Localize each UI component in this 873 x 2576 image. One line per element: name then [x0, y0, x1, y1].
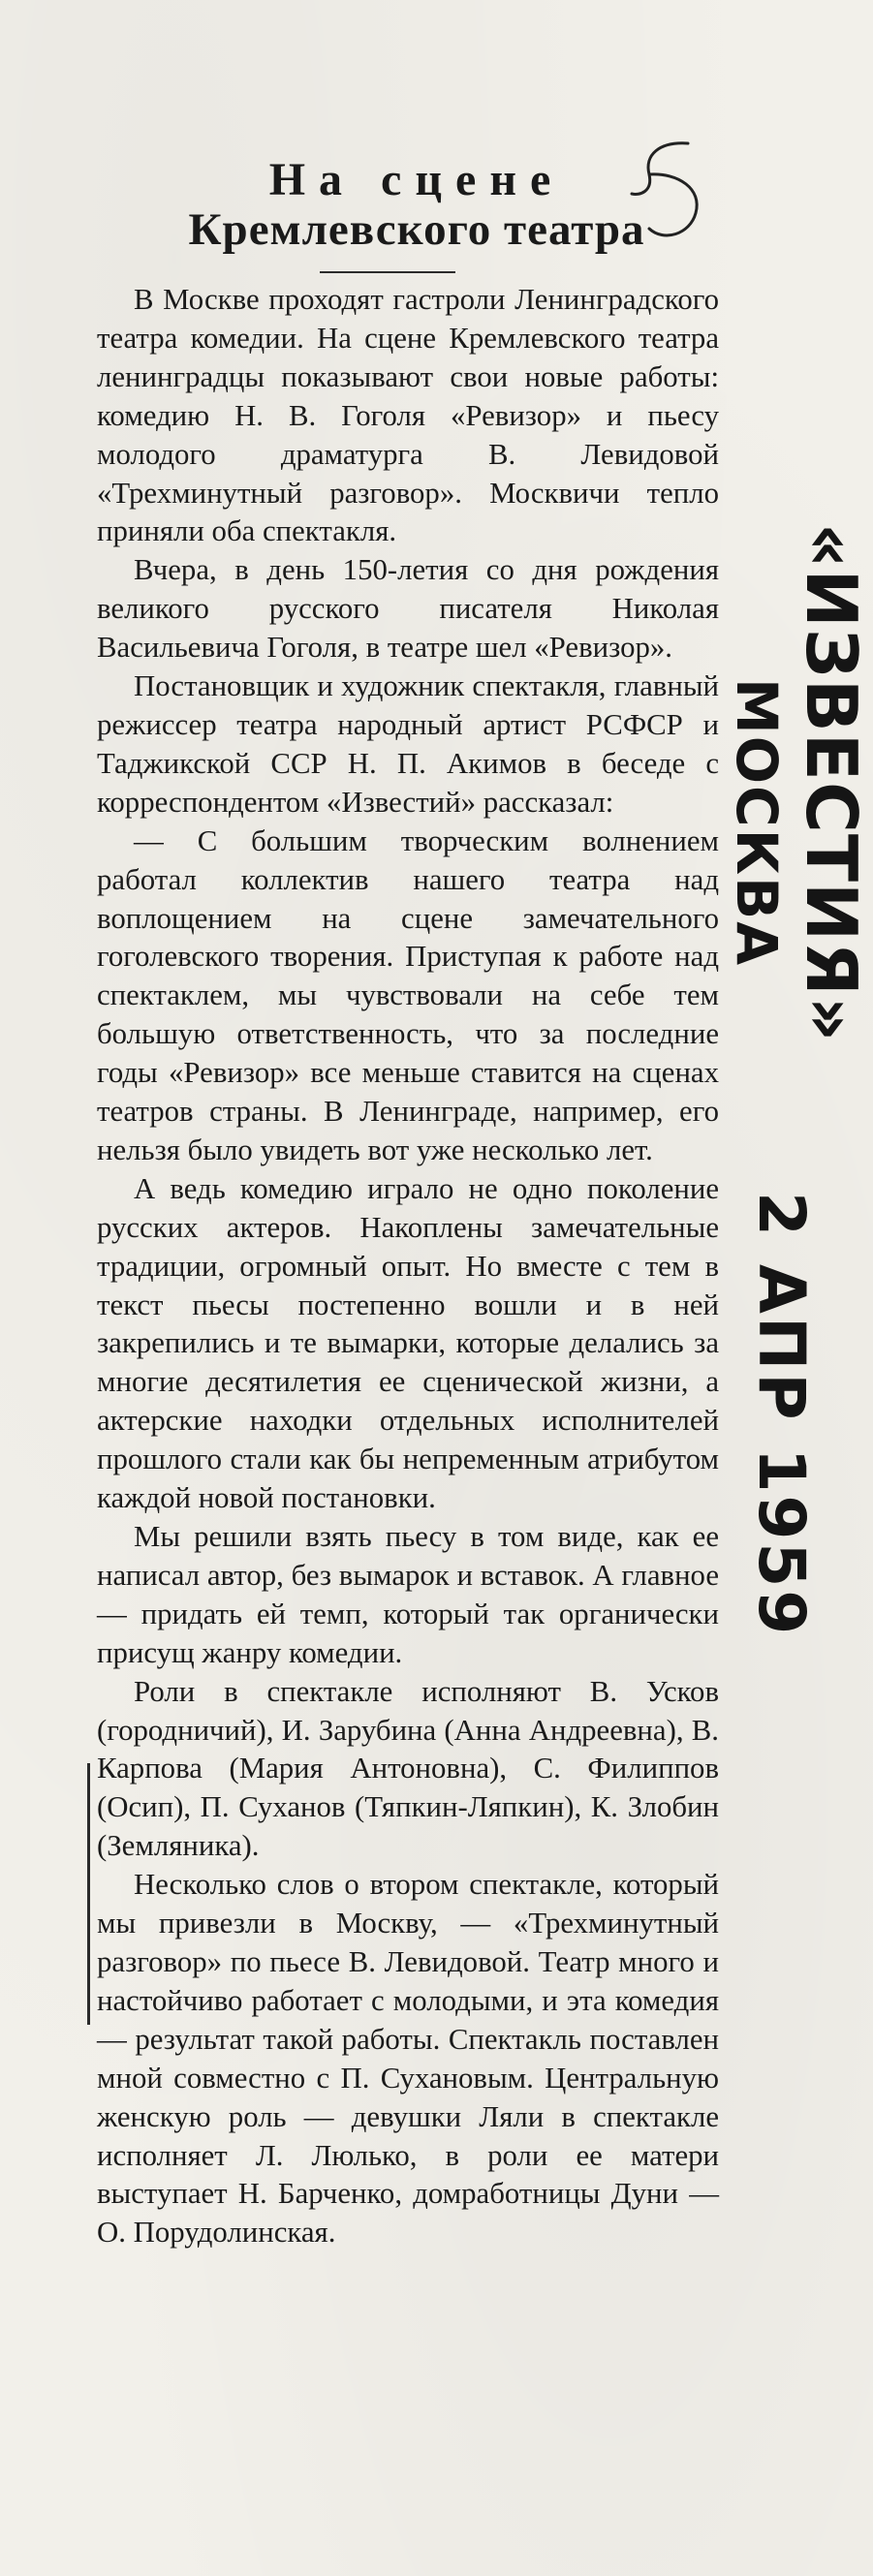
article-headline — [116, 155, 717, 255]
article-body — [97, 281, 719, 2252]
article-paragraph: — С большим творческим волнением работал коллектив нашего театра над воплощением на сцене замечательного гоголевского творения. Приступая к работе над спектаклем, мы чувствовали на себе тем большую ответственность, что за последние годы «Ревизор» все меньше ставится на сценах театров страны. В Ленинграде, например, его нельзя было увидеть вот уже несколько лет. — [97, 823, 719, 1166]
headline-divider — [320, 271, 455, 273]
margin-marker-line — [87, 1763, 90, 2025]
stamp-city: МОСКВА — [724, 678, 790, 968]
article-paragraph: А ведь комедию играло не одно поколение русских актеров. Накоплены замечательные традиции, огромный опыт. Но вместе с тем в текст пьесы постепенно вошли и в ней закрепились и те вымарки, которые делались за многие десятилетия ее сценической жизни, а актерские находки отдельных исполнителей прошлого стали как бы непременным атрибутом каждой новой постановки. — [97, 1171, 719, 1515]
article-paragraph: Мы решили взять пьесу в том виде, как ее написал автор, без вымарок и вставок. А главное — придать ей темп, который так органически присущ жанру комедии. — [97, 1520, 719, 1669]
article-paragraph: Постановщик и художник спектакля, главный режиссер театра народный артист РСФСР и Таджикской ССР Н. П. Акимов в беседе с корреспондентом «Известий» рассказал: — [97, 669, 719, 819]
stamp-newspaper-name: «ИЗВЕСТИЯ» — [791, 523, 872, 1043]
headline-line-2: Кремлевского театра — [188, 203, 645, 255]
article-paragraph: В Москве проходят гастроли Ленинградского театра комедии. На сцене Кремлевского театра ленинградцы показывают свои новые работы: комедию Н. В. Гоголя «Ревизор» и пьесу молодого драматурга В. Левидовой «Трехминутный разговор». Москвичи тепло приняли оба спектакля. — [97, 283, 719, 548]
headline-line-1: На сцене — [268, 154, 565, 205]
article-paragraph: Несколько слов о втором спектакле, который мы привезли в Москву, — «Трехминутный разговор» по пьесе В. Левидовой. Театр много и настойчиво работает с молодыми, и эта комедия — результат такой работы. Спектакль поставлен мной совместно с П. Сухановым. Центральную женскую роль — девушки Ляли в спектакле исполняет Л. Люлько, в роли ее матери выступает Н. Барченко, домработницы Дуни — О. Порудолинская. — [97, 1868, 719, 2250]
stamp-date: 2 АПР 1959 — [744, 1192, 819, 1638]
article-paragraph: Роли в спектакле исполняют В. Усков (городничий), И. Зарубина (Анна Андреевна), В. Карпова (Мария Антоновна), С. Филиппов (Осип), П. Суханов (Тяпкин-Ляпкин), К. Злобин (Земляника). — [97, 1674, 719, 1863]
article-paragraph: Вчера, в день 150-летия со дня рождения великого русского писателя Николая Васильевича Гоголя, в театре шел «Ревизор». — [97, 553, 719, 665]
